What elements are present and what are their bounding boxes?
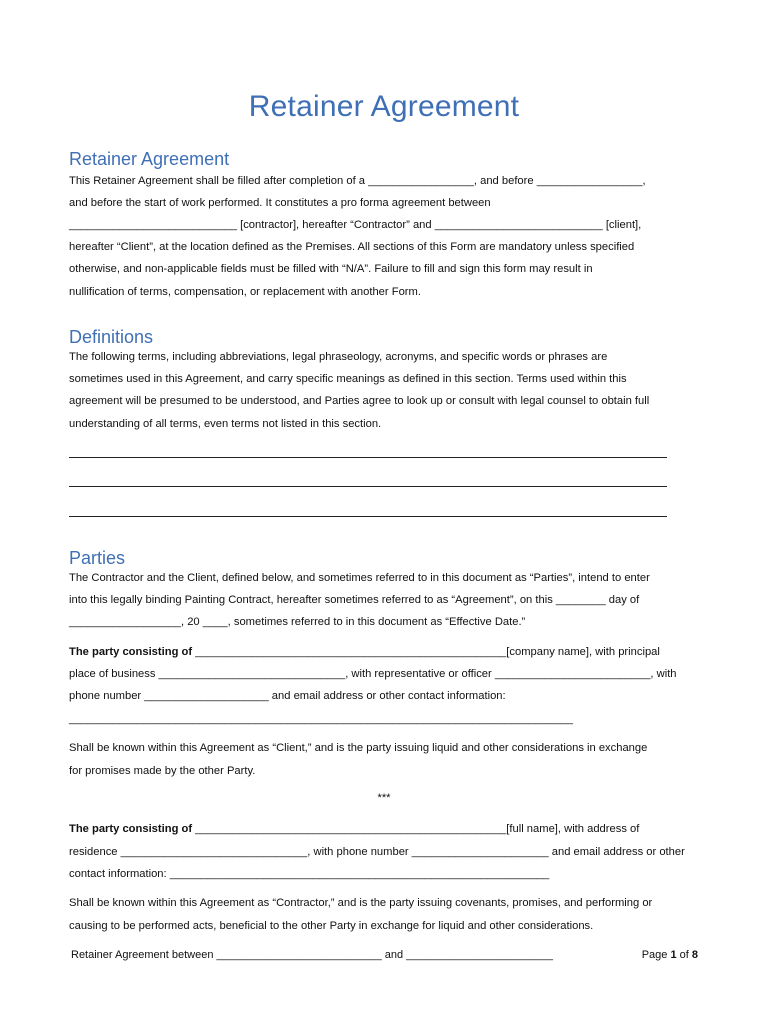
paragraph-line: hereafter “Client”, at the location defined as the Premises. All sections of this Form are mandatory unless specified	[69, 241, 635, 253]
paragraph-line: The following terms, including abbreviations, legal phraseology, acronyms, and specific words or phrases are	[69, 351, 608, 363]
paragraph-line: Shall be known within this Agreement as “Client,” and is the party issuing liquid and other considerations in exchange	[69, 742, 648, 754]
client-contact-line[interactable]: _________________________________________________________________________________	[69, 713, 573, 725]
paragraph-line: agreement will be presumed to be understood, and Parties agree to look up or consult with legal counsel to obtain full	[69, 395, 650, 407]
paragraph-line: sometimes used in this Agreement, and carry specific meanings as defined in this section. Terms used within this	[69, 373, 627, 385]
section-heading-retainer: Retainer Agreement	[69, 149, 230, 169]
client-phone-line[interactable]: phone number ____________________ and email address or other contact information:	[69, 690, 506, 702]
paragraph-line: into this legally binding Painting Contract, hereafter sometimes referred to as “Agreement”, on this ________ day of	[69, 594, 640, 606]
blank-fill-line[interactable]	[69, 516, 667, 517]
paragraph-line: Shall be known within this Agreement as “Contractor,” and is the party issuing covenants, promises, and performing or	[69, 897, 653, 909]
paragraph-line: and before the start of work performed. It constitutes a pro forma agreement between	[69, 197, 491, 209]
page-number	[642, 949, 698, 961]
contractor-name-field[interactable]: __________________________________________________[full name], with address of	[192, 823, 640, 835]
blank-fill-line[interactable]	[69, 486, 667, 487]
page-label: Page	[641, 949, 671, 961]
blank-fill-line[interactable]	[69, 457, 667, 458]
section-heading-definitions: Definitions	[69, 327, 154, 347]
client-business-line[interactable]: place of business ______________________________, with representative or officer _________________________, with	[69, 668, 677, 680]
party-lead-label: The party consisting of	[69, 646, 193, 658]
page-of-label: of	[676, 949, 692, 961]
paragraph-line: ___________________________ [contractor], hereafter “Contractor” and ___________________________ [client],	[69, 219, 642, 231]
paragraph-line: understanding of all terms, even terms not listed in this section.	[69, 418, 382, 430]
paragraph-line: This Retainer Agreement shall be filled after completion of a _________________, and before _________________,	[69, 175, 646, 187]
section-separator: ***	[377, 792, 391, 804]
paragraph-line: otherwise, and non-applicable fields must be filled with “N/A”. Failure to fill and sign this form may result in	[69, 263, 593, 275]
client-party-line	[69, 641, 660, 663]
contractor-contact-line[interactable]: contact information: _____________________________________________________________	[69, 868, 550, 880]
contractor-party-line	[69, 818, 639, 840]
contractor-residence-line[interactable]: residence ______________________________, with phone number ______________________ and email address or other	[69, 846, 685, 858]
paragraph-line: causing to be performed acts, beneficial to the other Party in exchange for liquid and other considerations.	[69, 920, 594, 932]
page-current: 1	[670, 949, 677, 961]
paragraph-line: nullification of terms, compensation, or replacement with another Form.	[69, 286, 421, 298]
party-lead-label: The party consisting of	[69, 823, 193, 835]
paragraph-line: The Contractor and the Client, defined below, and sometimes referred to in this document as “Parties”, intend to enter	[69, 572, 650, 584]
client-company-field[interactable]: __________________________________________________[company name], with principal	[192, 646, 660, 658]
page-total: 8	[691, 949, 698, 961]
paragraph-line: for promises made by the other Party.	[69, 765, 256, 777]
section-heading-parties: Parties	[69, 548, 126, 568]
document-title: Retainer Agreement	[248, 90, 520, 123]
footer-agreement-parties[interactable]: Retainer Agreement between ___________________________ and ________________________	[71, 949, 554, 961]
paragraph-line: __________________, 20 ____, sometimes referred to in this document as “Effective Date.”	[69, 616, 526, 628]
